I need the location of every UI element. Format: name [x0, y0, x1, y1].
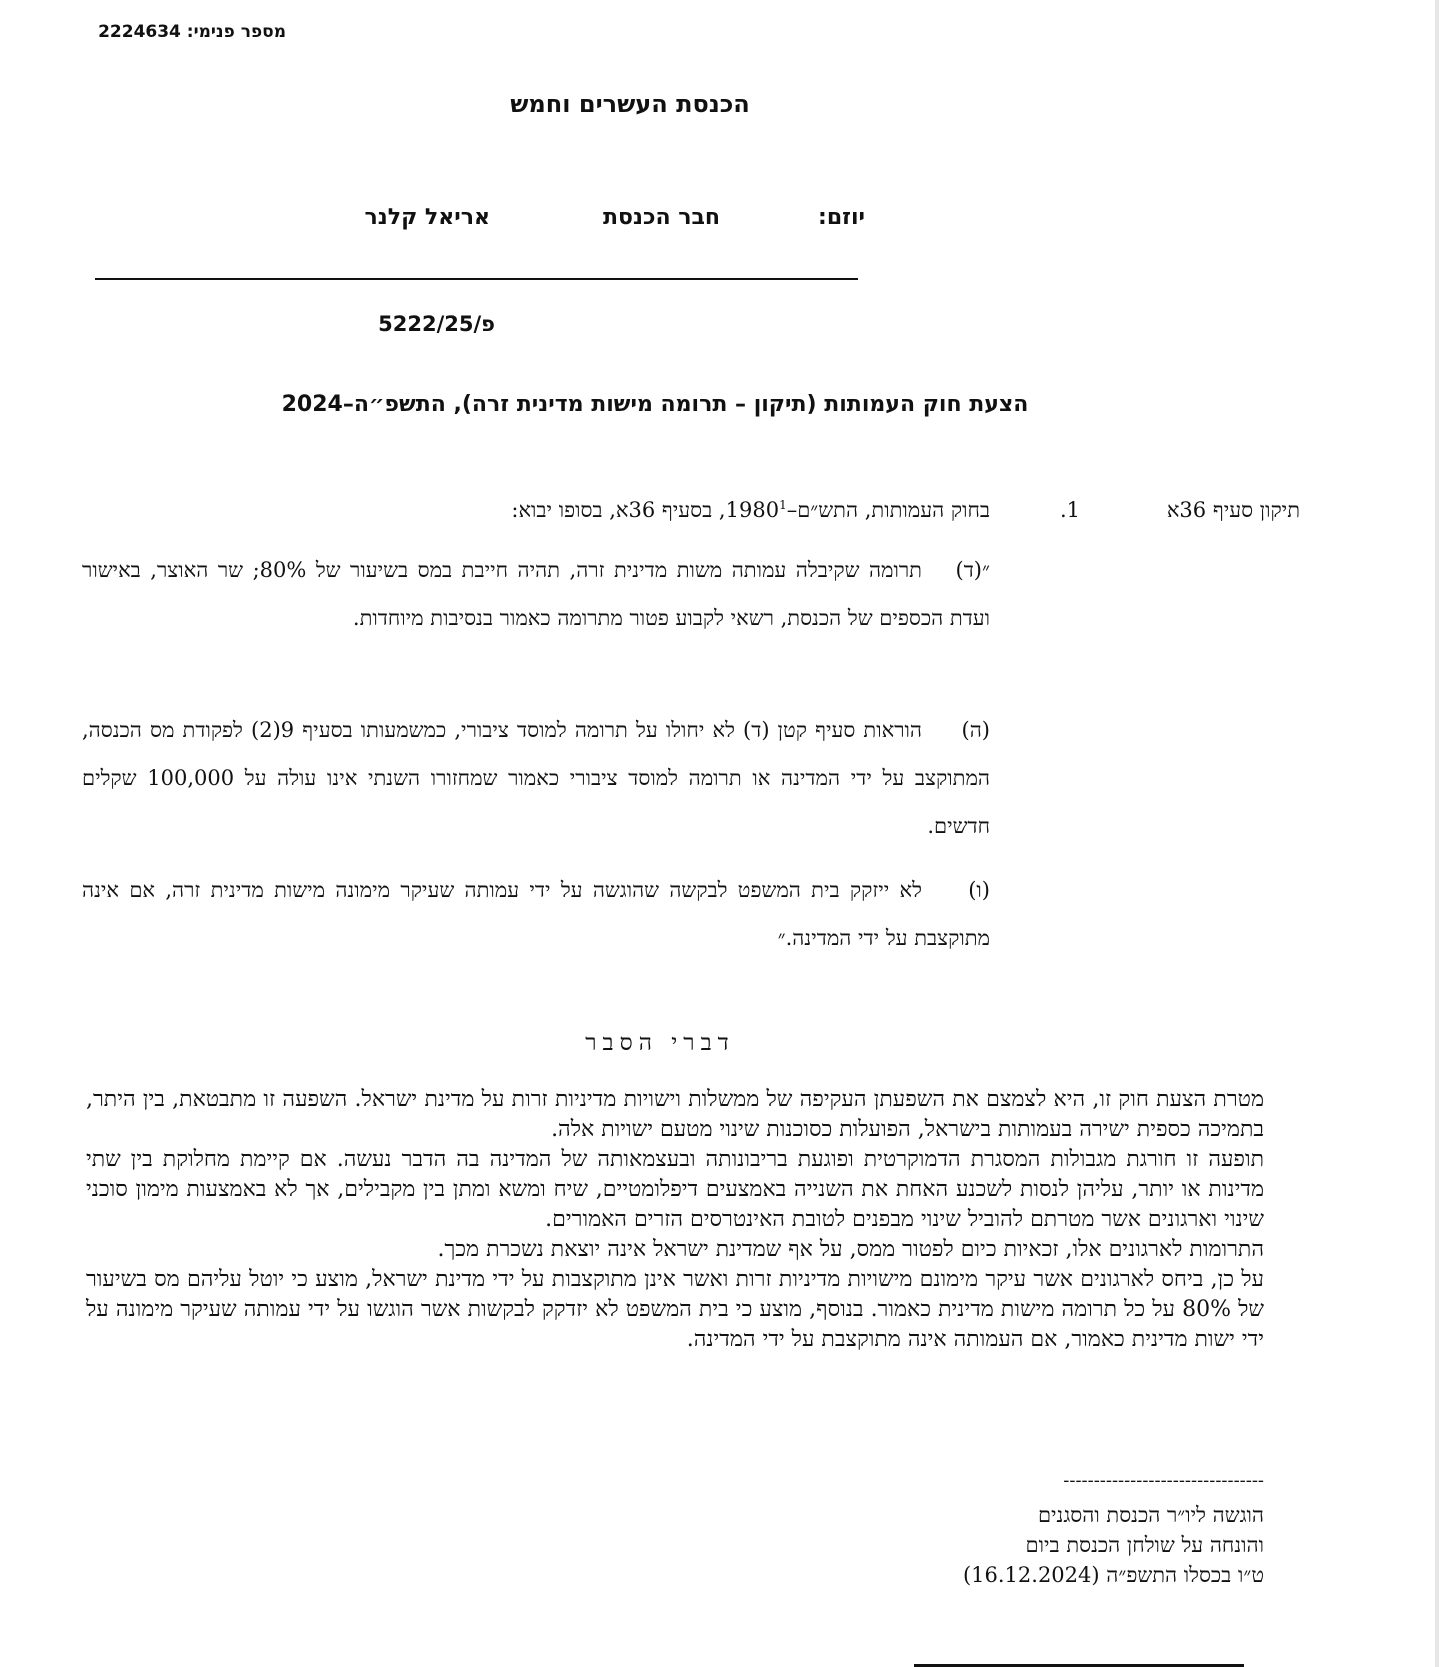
section-intro-rest: , בסעיף 36א, בסופו יבוא:: [511, 498, 726, 522]
explanation-paragraph: מטרת הצעת חוק זו, היא לצמצם את השפעתן העקיפה של ממשלות וישויות מדיניות זרות על מדינת ישראל. השפעה זו מתבטאת, בין היתר, בתמיכה כספית ישירה בעמותות בישראל, הפועלות כסוכנות שינוי מטעם ישויות אלה.: [86, 1087, 1264, 1142]
explanation-paragraph: תופעה זו חורגת מגבולות המסגרת הדמוקרטית ופוגעת בריבונותה ובעצמאותה של המדינה בה הדבר נעשה. אם קיימת מחלוקת בין שתי מדינות או יותר, עליהן לנסות לשכנע האחת את השנייה באמצעים דיפלומטיים, שיח ומשא ומתן בין מקבילים, אך לא באמצעות מימון סוכני שינוי וארגונים אשר מטרתם להוביל שינוי מבפנים לטובת האינטרסים הזרים האמורים.: [86, 1147, 1264, 1232]
amendment-h: [82, 706, 990, 850]
amendment-marker: (ה): [961, 718, 990, 742]
initiator-name: אריאל קלנר: [364, 205, 490, 230]
amendment-text: לא ייזקק בית המשפט לבקשה שהוגשה על ידי עמותה שעיקר מימונה מישות מדינית זרה, אם אינה מתוקצבת על ידי המדינה.״: [82, 878, 990, 950]
amendment-text: הוראות סעיף קטן (ד) לא יחולו על תרומה למוסד ציבורי, כמשמעותו בסעיף 9(2) לפקודת מס הכנסה, המתוקצב על ידי המדינה או תרומה למוסד ציבורי כאמור שמחזורו השנתי אינו עולה על 100,000 שקלים חדשים.: [82, 718, 990, 838]
explanation-body: [86, 1085, 1264, 1355]
submission-line: והונחה על שולחן הכנסת ביום: [1025, 1533, 1264, 1557]
submission-line: הוגשה ליו״ר הכנסת והסגנים: [1037, 1503, 1264, 1527]
initiator-role: חבר הכנסת: [603, 205, 720, 230]
section-intro: [511, 498, 990, 523]
amendment-v: [82, 866, 990, 962]
amendment-d: [82, 546, 990, 642]
section-number: 1.: [1059, 498, 1080, 522]
explanation-paragraph: על כן, ביחס לארגונים אשר עיקר מימונם מישויות מדיניות זרות ואשר אינן מתוקצבות על ידי מדינת ישראל, מוצע כי יוטל עליהם מס בשיעור של 80% על כל תרומה מישות מדינית כאמור. בנוסף, מוצע כי בית המשפט לא יזדקק לבקשות אשר הוגשו על ידי עמותה שעיקר מימונה על ידי ישות מדינית כאמור, אם העמותה אינה מתוקצבת על ידי המדינה.: [86, 1267, 1264, 1352]
amendment-text: תרומה שקיבלה עמותה משות מדינית זרה, תהיה חייבת במס בשיעור של 80%; שר האוצר, באישור ועדת הכספים של הכנסת, רשאי לקבוע פטור מתרומה כאמור בנסיבות מיוחדות.: [82, 558, 990, 630]
section-side-heading: תיקון סעיף 36א: [1166, 498, 1300, 522]
submission-date: ט״ו בכסלו התשפ״ה (16.12.2024): [962, 1563, 1264, 1587]
explanation-paragraph: התרומות לארגונים אלו, זכאיות כיום לפטור ממס, על אף שמדינת ישראל אינה יוצאת נשכרת מכך.: [437, 1237, 1264, 1262]
amendment-marker: (ו): [968, 878, 990, 902]
submission-note: [840, 1500, 1264, 1590]
explanation-title: דברי הסבר: [585, 1030, 735, 1056]
initiator-label: יוזם:: [818, 205, 865, 230]
footnote-marker: 1: [779, 498, 787, 512]
header-divider: [95, 278, 858, 280]
page-edge: [1435, 0, 1439, 1667]
amendment-marker: ״(ד): [955, 558, 990, 582]
internal-number: מספר פנימי: 2224634: [98, 22, 286, 42]
bill-title: הצעת חוק העמותות (תיקון – תרומה מישות מדינית זרה), התשפ״ה–2024: [281, 392, 1029, 417]
separator-dashes: ---------------------------------: [1063, 1470, 1264, 1491]
section-intro-text: בחוק העמותות, התש״ם–1980: [725, 498, 990, 522]
knesset-heading: הכנסת העשרים וחמש: [510, 90, 750, 118]
bill-number: פ/5222/25: [378, 312, 495, 336]
